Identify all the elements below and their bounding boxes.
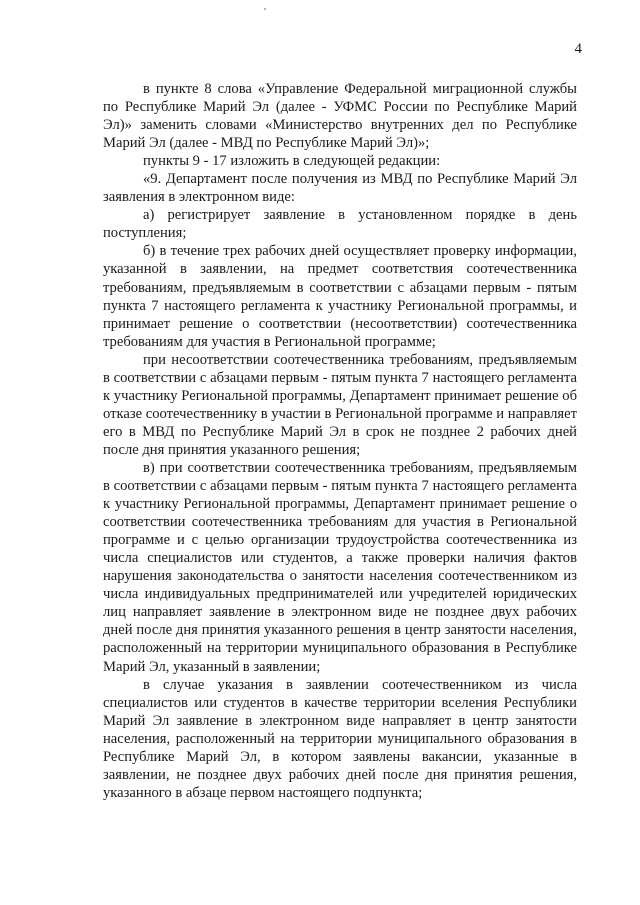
paragraph-subitem-v: в) при соответствии соотечественника требованиям, предъявляемым в соответствии с абзацами первым - пятым пункта 7 настоящего регламента к участнику Региональной программы, Департамент принимает решение о соответствии соотечественника требованиям для участия в Региональной программе и с целью организации трудоустройства соотечественника из числа специалистов или студентов, а также проверки наличия фактов нарушения законодательства о занятости населения соотечественником из числа индивидуальных предпринимателей или учредителей юридических лиц направляет заявление в электронном виде не позднее двух рабочих дней после дня принятия указанного решения в центр занятости населения, расположенный на территории муниципального образования в Республике Марий Эл, указанный в заявлении;	[103, 459, 577, 675]
document-body	[103, 80, 577, 802]
scan-dot	[264, 8, 266, 10]
paragraph-items-9-17-intro: пункты 9 - 17 изложить в следующей редакции:	[143, 153, 441, 170]
paragraph-item-9: «9. Департамент после получения из МВД по Республике Марий Эл заявления в электронном виде:	[103, 171, 577, 206]
page-number: 4	[574, 41, 582, 57]
paragraph-specialists-case: в случае указания в заявлении соотечественником из числа специалистов или студентов в качестве территории вселения Республики Марий Эл заявление в электронном виде направляет в центр занятости населения, расположенный на территории муниципального образования в Республике Марий Эл, в котором заявлены вакансии, указанные в заявлении, не позднее двух рабочих дней после дня принятия решения, указанного в абзаце первом настоящего подпункта;	[103, 676, 577, 801]
paragraph-item-8-amendment: в пункте 8 слова «Управление Федеральной миграционной службы по Республике Марий Эл (далее - УФМС России по Республике Марий Эл)» заменить словами «Министерство внутренних дел по Республике Марий Эл (далее - МВД по Республике Марий Эл)»;	[103, 81, 577, 152]
paragraph-subitem-b: б) в течение трех рабочих дней осуществляет проверку информации, указанной в заявлении, на предмет соответствия соотечественника требованиям, предъявляемым в соответствии с абзацами первым - пятым пункта 7 настоящего регламента к участнику Региональной программы, и принимает решение о соответствии (несоответствии) соотечественника требованиям для участия в Региональной программе;	[103, 243, 577, 350]
paragraph-subitem-a: а) регистрирует заявление в установленном порядке в день поступления;	[103, 207, 577, 242]
paragraph-nonconformity: при несоответствии соотечественника требованиям, предъявляемым в соответствии с абзацами первым - пятым пункта 7 настоящего регламента к участнику Региональной программы, Департамент принимает решение об отказе соотечественнику в участии в Региональной программе и направляет его в МВД по Республике Марий Эл в срок не позднее 2 рабочих дней после дня принятия указанного решения;	[103, 351, 577, 458]
